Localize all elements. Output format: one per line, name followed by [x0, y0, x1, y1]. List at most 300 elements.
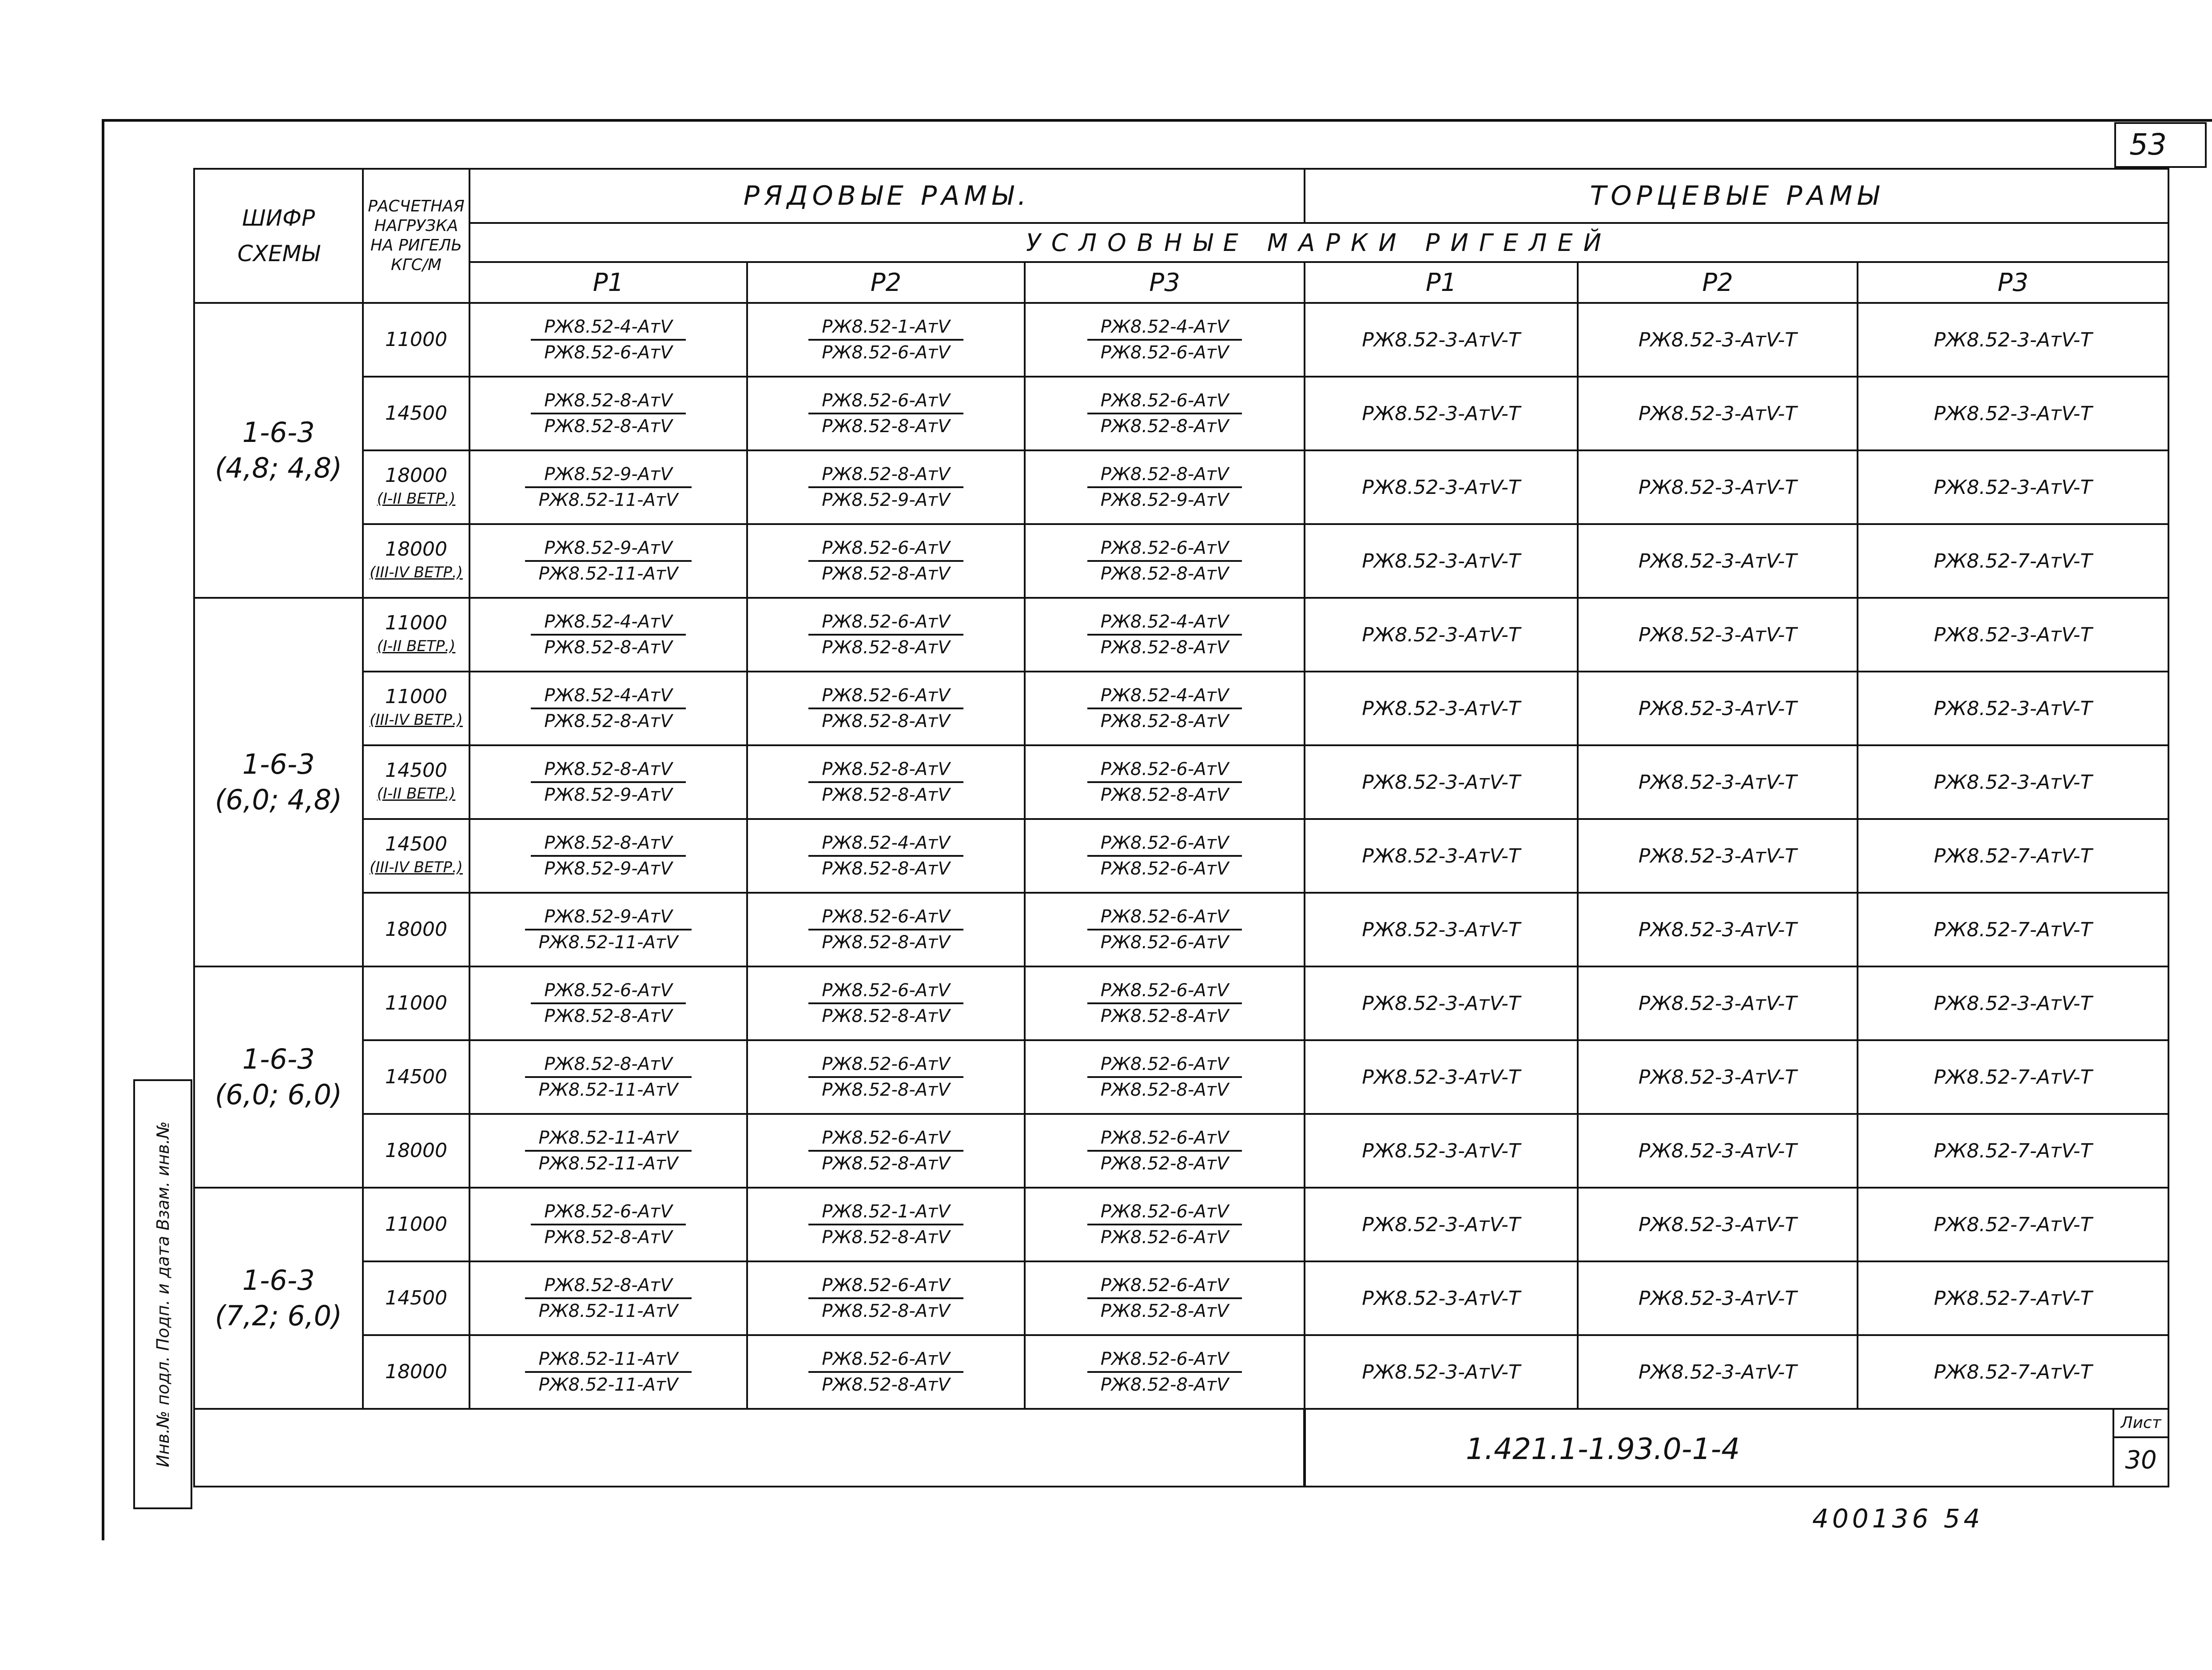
row-frame-r1-cell [469, 1114, 747, 1188]
rigel-mark-top: РЖ8.52-6-АтV [1087, 758, 1242, 783]
end-frame-t2-cell: РЖ8.52-3-АтV-Т [1578, 966, 1858, 1040]
row-frame-r3-cell [1025, 893, 1305, 966]
rigel-mark-bottom: РЖ8.52-8-АтV [1100, 564, 1229, 584]
doc-code: 1.421.1-1.93.0-1-4 [1466, 1432, 1740, 1466]
rigel-mark-bottom: РЖ8.52-8-АтV [822, 1153, 950, 1174]
rigel-mark-fraction [525, 1127, 691, 1175]
load-cell [363, 1040, 469, 1114]
rigel-mark-fraction [808, 832, 963, 880]
page-number: 53 [2129, 127, 2167, 162]
rigel-mark-fraction [1087, 1348, 1242, 1396]
load-value: 14500 [385, 833, 447, 855]
rigel-mark-top: РЖ8.52-4-АтV [531, 316, 686, 341]
rigel-mark-top: РЖ8.52-6-АтV [808, 1053, 963, 1078]
rigel-mark-top: РЖ8.52-6-АтV [808, 611, 963, 636]
row-frame-r2-cell [747, 1261, 1025, 1335]
rigel-mark-top: РЖ8.52-6-АтV [531, 1201, 686, 1225]
rigel-mark-fraction [525, 463, 691, 511]
column-header-row [194, 262, 2168, 303]
rigel-mark-top: РЖ8.52-4-АтV [531, 684, 686, 709]
row-frame-r2-cell [747, 893, 1025, 966]
column-header-row-p2: Р2 [747, 262, 1025, 303]
load-cell [363, 672, 469, 745]
load-value: 14500 [385, 1287, 447, 1309]
row-frame-r1-cell [469, 893, 747, 966]
scheme-cell [194, 966, 363, 1188]
rigel-mark-bottom: РЖ8.52-11-АтV [538, 1153, 678, 1174]
load-value: 18000 [385, 538, 447, 561]
end-frame-t1-cell: РЖ8.52-3-АтV-Т [1305, 524, 1578, 598]
load-value: 14500 [385, 402, 447, 425]
column-header-row-p3: Р3 [1025, 262, 1305, 303]
scheme-code: 1-6-3 [242, 1264, 315, 1296]
footer-code: 400136 54 [1812, 1503, 1984, 1534]
end-frame-t1-cell: РЖ8.52-3-АтV-Т [1305, 819, 1578, 893]
load-cell [363, 303, 469, 377]
table-row [194, 1188, 2168, 1261]
wind-region: (I-II ВЕТР.) [377, 637, 456, 655]
rigel-mark-bottom: РЖ8.52-11-АтV [538, 932, 678, 953]
load-value: 14500 [385, 1066, 447, 1088]
end-frame-t1-cell: РЖ8.52-3-АтV-Т [1305, 1188, 1578, 1261]
table-row [194, 745, 2168, 819]
rigel-mark-fraction [808, 1127, 963, 1175]
rigel-mark-bottom: РЖ8.52-9-АтV [1100, 490, 1229, 510]
rigel-mark-bottom: РЖ8.52-6-АтV [822, 342, 950, 363]
table-row [194, 1335, 2168, 1409]
rigel-mark-bottom: РЖ8.52-11-АтV [538, 1375, 678, 1395]
rigel-mark-top: РЖ8.52-4-АтV [531, 611, 686, 636]
load-value: 11000 [385, 328, 447, 351]
rigel-mark-fraction [1087, 684, 1242, 732]
rigel-mark-top: РЖ8.52-6-АтV [531, 979, 686, 1004]
rigel-mark-fraction [1087, 390, 1242, 437]
rigel-mark-fraction [525, 1274, 691, 1322]
load-cell [363, 966, 469, 1040]
rigel-mark-bottom: РЖ8.52-8-АтV [822, 711, 950, 732]
rigel-mark-top: РЖ8.52-6-АтV [1087, 1274, 1242, 1299]
rigel-mark-fraction [1087, 1127, 1242, 1175]
footer-empty-cell [194, 1409, 1305, 1487]
row-frame-r1-cell [469, 377, 747, 450]
row-frame-r1-cell [469, 745, 747, 819]
rigel-mark-top: РЖ8.52-8-АтV [808, 758, 963, 783]
scheme-cell [194, 303, 363, 598]
end-frame-t2-cell: РЖ8.52-3-АтV-Т [1578, 672, 1858, 745]
row-frame-r2-cell [747, 598, 1025, 672]
side-stamp-text: Инв.№ подл. Подп. и дата Взам. инв.№ [153, 1121, 173, 1467]
row-frame-r1-cell [469, 598, 747, 672]
rigel-mark-bottom: РЖ8.52-6-АтV [544, 342, 672, 363]
scheme-code: 1-6-3 [242, 1043, 315, 1075]
row-frame-r3-cell [1025, 524, 1305, 598]
header-conditional-marks: УСЛОВНЫЕ МАРКИ РИГЕЛЕЙ [469, 223, 2168, 262]
load-cell [363, 450, 469, 524]
end-frame-t3-cell: РЖ8.52-3-АтV-Т [1858, 966, 2168, 1040]
end-frame-t1-cell: РЖ8.52-3-АтV-Т [1305, 303, 1578, 377]
load-cell [363, 745, 469, 819]
table-row [194, 1261, 2168, 1335]
scheme-cell [194, 598, 363, 966]
rigel-mark-top: РЖ8.52-1-АтV [808, 1201, 963, 1225]
row-frame-r3-cell [1025, 819, 1305, 893]
rigel-mark-bottom: РЖ8.52-11-АтV [538, 1301, 678, 1321]
rigel-mark-bottom: РЖ8.52-8-АтV [822, 785, 950, 805]
row-frame-r3-cell [1025, 450, 1305, 524]
rigel-mark-top: РЖ8.52-6-АтV [1087, 832, 1242, 857]
rigel-mark-bottom: РЖ8.52-8-АтV [822, 1080, 950, 1100]
row-frame-r2-cell [747, 1040, 1025, 1114]
column-header-end-p1: Р1 [1305, 262, 1578, 303]
row-frame-r2-cell [747, 1114, 1025, 1188]
row-frame-r2-cell [747, 1335, 1025, 1409]
wind-region: (I-II ВЕТР.) [377, 490, 456, 508]
end-frame-t3-cell: РЖ8.52-7-АтV-Т [1858, 1335, 2168, 1409]
rigel-marks-table [193, 168, 2169, 1487]
rigel-mark-fraction [808, 390, 963, 437]
wind-region: (III-IV ВЕТР.) [370, 711, 463, 729]
load-cell [363, 1335, 469, 1409]
row-frame-r2-cell [747, 672, 1025, 745]
rigel-mark-top: РЖ8.52-8-АтV [531, 758, 686, 783]
row-frame-r1-cell [469, 1188, 747, 1261]
rigel-mark-fraction [531, 611, 686, 659]
rigel-mark-bottom: РЖ8.52-8-АтV [1100, 1153, 1229, 1174]
end-frame-t2-cell: РЖ8.52-3-АтV-Т [1578, 524, 1858, 598]
end-frame-t1-cell: РЖ8.52-3-АтV-Т [1305, 1040, 1578, 1114]
rigel-mark-top: РЖ8.52-6-АтV [808, 1127, 963, 1152]
rigel-mark-fraction [808, 1274, 963, 1322]
table-row [194, 819, 2168, 893]
end-frame-t2-cell: РЖ8.52-3-АтV-Т [1578, 598, 1858, 672]
header-row-frames: РЯДОВЫЕ РАМЫ. [469, 169, 1305, 223]
end-frame-t3-cell: РЖ8.52-7-АтV-Т [1858, 1261, 2168, 1335]
header-scheme: ШИФР СХЕМЫ [194, 169, 363, 303]
rigel-mark-bottom: РЖ8.52-8-АтV [822, 1301, 950, 1321]
load-value: 18000 [385, 1360, 447, 1383]
table-row [194, 377, 2168, 450]
scheme-spans: (6,0; 4,8) [215, 783, 342, 816]
row-frame-r2-cell [747, 524, 1025, 598]
rigel-mark-fraction [531, 316, 686, 364]
table-row [194, 1114, 2168, 1188]
sheet-label: Лист [2114, 1410, 2168, 1438]
row-frame-r3-cell [1025, 598, 1305, 672]
rigel-mark-fraction [808, 316, 963, 364]
rigel-mark-fraction [808, 906, 963, 954]
rigel-mark-top: РЖ8.52-9-АтV [525, 906, 691, 930]
end-frame-t3-cell: РЖ8.52-3-АтV-Т [1858, 303, 2168, 377]
rigel-mark-fraction [525, 1053, 691, 1101]
row-frame-r3-cell [1025, 1188, 1305, 1261]
load-cell [363, 1114, 469, 1188]
column-header-end-p2: Р2 [1578, 262, 1858, 303]
row-frame-r1-cell [469, 1261, 747, 1335]
title-block [1305, 1409, 2168, 1487]
rigel-mark-top: РЖ8.52-11-АтV [525, 1127, 691, 1152]
end-frame-t2-cell: РЖ8.52-3-АтV-Т [1578, 303, 1858, 377]
rigel-mark-top: РЖ8.52-6-АтV [808, 537, 963, 562]
column-header-end-p3: Р3 [1858, 262, 2168, 303]
end-frame-t1-cell: РЖ8.52-3-АтV-Т [1305, 1335, 1578, 1409]
row-frame-r3-cell [1025, 966, 1305, 1040]
row-frame-r3-cell [1025, 1261, 1305, 1335]
rigel-mark-top: РЖ8.52-6-АтV [808, 684, 963, 709]
rigel-mark-fraction [525, 1348, 691, 1396]
load-cell [363, 819, 469, 893]
table-row [194, 450, 2168, 524]
end-frame-t2-cell: РЖ8.52-3-АтV-Т [1578, 1040, 1858, 1114]
rigel-mark-top: РЖ8.52-6-АтV [1087, 1201, 1242, 1225]
rigel-mark-top: РЖ8.52-6-АтV [1087, 1127, 1242, 1152]
rigel-mark-fraction [531, 1201, 686, 1249]
rigel-mark-top: РЖ8.52-6-АтV [1087, 390, 1242, 414]
end-frame-t2-cell: РЖ8.52-3-АтV-Т [1578, 745, 1858, 819]
rigel-mark-fraction [1087, 1053, 1242, 1101]
scheme-spans: (4,8; 4,8) [215, 452, 342, 484]
row-frame-r2-cell [747, 450, 1025, 524]
load-cell [363, 1188, 469, 1261]
end-frame-t2-cell: РЖ8.52-3-АтV-Т [1578, 1114, 1858, 1188]
rigel-mark-fraction [525, 537, 691, 585]
rigel-mark-fraction [531, 979, 686, 1027]
end-frame-t1-cell: РЖ8.52-3-АтV-Т [1305, 966, 1578, 1040]
side-approval-stamp [133, 1079, 192, 1509]
table-row [194, 1040, 2168, 1114]
row-frame-r1-cell [469, 303, 747, 377]
table-body [194, 303, 2168, 1409]
rigel-mark-bottom: РЖ8.52-6-АтV [1100, 932, 1229, 953]
wind-region: (III-IV ВЕТР.) [370, 859, 463, 876]
end-frame-t2-cell: РЖ8.52-3-АтV-Т [1578, 893, 1858, 966]
rigel-mark-top: РЖ8.52-8-АтV [525, 1274, 691, 1299]
load-value: 14500 [385, 759, 447, 782]
rigel-mark-top: РЖ8.52-6-АтV [808, 979, 963, 1004]
rigel-mark-top: РЖ8.52-9-АтV [525, 463, 691, 488]
end-frame-t1-cell: РЖ8.52-3-АтV-Т [1305, 1114, 1578, 1188]
end-frame-t3-cell: РЖ8.52-3-АтV-Т [1858, 672, 2168, 745]
end-frame-t1-cell: РЖ8.52-3-АтV-Т [1305, 598, 1578, 672]
header-load: РАСЧЕТНАЯ НАГРУЗКА НА РИГЕЛЬ КГС/М [363, 169, 469, 303]
rigel-mark-bottom: РЖ8.52-8-АтV [1100, 785, 1229, 805]
load-cell [363, 377, 469, 450]
column-header-row-p1: Р1 [469, 262, 747, 303]
rigel-mark-top: РЖ8.52-8-АтV [531, 832, 686, 857]
row-frame-r1-cell [469, 1040, 747, 1114]
load-cell [363, 598, 469, 672]
load-value: 11000 [385, 1213, 447, 1236]
end-frame-t3-cell: РЖ8.52-7-АтV-Т [1858, 524, 2168, 598]
end-frame-t1-cell: РЖ8.52-3-АтV-Т [1305, 672, 1578, 745]
end-frame-t1-cell: РЖ8.52-3-АтV-Т [1305, 377, 1578, 450]
rigel-mark-bottom: РЖ8.52-8-АтV [822, 564, 950, 584]
rigel-mark-bottom: РЖ8.52-8-АтV [544, 416, 672, 437]
rigel-mark-top: РЖ8.52-8-АтV [808, 463, 963, 488]
load-value: 18000 [385, 1139, 447, 1162]
rigel-mark-fraction [1087, 316, 1242, 364]
rigel-mark-bottom: РЖ8.52-8-АтV [1100, 1080, 1229, 1100]
rigel-mark-fraction [1087, 979, 1242, 1027]
rigel-mark-fraction [1087, 758, 1242, 806]
table-row [194, 303, 2168, 377]
rigel-mark-top: РЖ8.52-6-АтV [808, 906, 963, 930]
rigel-mark-top: РЖ8.52-6-АтV [1087, 906, 1242, 930]
rigel-mark-top: РЖ8.52-6-АтV [1087, 1348, 1242, 1373]
header-end-frames: ТОРЦЕВЫЕ РАМЫ [1305, 169, 2168, 223]
rigel-mark-bottom: РЖ8.52-8-АтV [822, 637, 950, 658]
rigel-mark-top: РЖ8.52-8-АтV [1087, 463, 1242, 488]
rigel-mark-fraction [525, 906, 691, 954]
rigel-mark-bottom: РЖ8.52-8-АтV [544, 1227, 672, 1248]
page-number-box [2114, 122, 2207, 168]
rigel-mark-bottom: РЖ8.52-8-АтV [822, 416, 950, 437]
end-frame-t2-cell: РЖ8.52-3-АтV-Т [1578, 819, 1858, 893]
rigel-mark-top: РЖ8.52-4-АтV [808, 832, 963, 857]
rigel-mark-fraction [808, 1053, 963, 1101]
end-frame-t1-cell: РЖ8.52-3-АтV-Т [1305, 745, 1578, 819]
end-frame-t2-cell: РЖ8.52-3-АтV-Т [1578, 1261, 1858, 1335]
rigel-mark-bottom: РЖ8.52-8-АтV [822, 1227, 950, 1248]
rigel-mark-bottom: РЖ8.52-6-АтV [1100, 1227, 1229, 1248]
end-frame-t3-cell: РЖ8.52-7-АтV-Т [1858, 1114, 2168, 1188]
scheme-code: 1-6-3 [242, 416, 315, 449]
end-frame-t2-cell: РЖ8.52-3-АтV-Т [1578, 1335, 1858, 1409]
row-frame-r3-cell [1025, 745, 1305, 819]
row-frame-r2-cell [747, 966, 1025, 1040]
rigel-mark-bottom: РЖ8.52-9-АтV [544, 785, 672, 805]
end-frame-t2-cell: РЖ8.52-3-АтV-Т [1578, 450, 1858, 524]
load-value: 18000 [385, 464, 447, 487]
rigel-mark-top: РЖ8.52-6-АтV [808, 1348, 963, 1373]
load-cell [363, 893, 469, 966]
rigel-mark-fraction [1087, 906, 1242, 954]
row-frame-r3-cell [1025, 377, 1305, 450]
rigel-mark-top: РЖ8.52-4-АтV [1087, 611, 1242, 636]
rigel-mark-bottom: РЖ8.52-8-АтV [544, 711, 672, 732]
rigel-mark-top: РЖ8.52-8-АтV [531, 390, 686, 414]
rigel-mark-top: РЖ8.52-6-АтV [808, 1274, 963, 1299]
rigel-mark-fraction [1087, 832, 1242, 880]
rigel-mark-fraction [808, 1348, 963, 1396]
row-frame-r1-cell [469, 672, 747, 745]
rigel-mark-top: РЖ8.52-9-АтV [525, 537, 691, 562]
rigel-mark-bottom: РЖ8.52-8-АтV [1100, 711, 1229, 732]
table-row [194, 966, 2168, 1040]
rigel-mark-top: РЖ8.52-4-АтV [1087, 316, 1242, 341]
row-frame-r1-cell [469, 1335, 747, 1409]
row-frame-r1-cell [469, 819, 747, 893]
row-frame-r3-cell [1025, 1335, 1305, 1409]
row-frame-r1-cell [469, 524, 747, 598]
row-frame-r2-cell [747, 819, 1025, 893]
rigel-mark-bottom: РЖ8.52-11-АтV [538, 564, 678, 584]
rigel-mark-bottom: РЖ8.52-8-АтV [822, 1375, 950, 1395]
frame-top-line [104, 119, 2212, 122]
rigel-mark-bottom: РЖ8.52-11-АтV [538, 1080, 678, 1100]
load-cell [363, 524, 469, 598]
end-frame-t3-cell: РЖ8.52-3-АтV-Т [1858, 745, 2168, 819]
end-frame-t2-cell: РЖ8.52-3-АтV-Т [1578, 377, 1858, 450]
rigel-mark-top: РЖ8.52-1-АтV [808, 316, 963, 341]
rigel-mark-bottom: РЖ8.52-6-АтV [1100, 342, 1229, 363]
scheme-code: 1-6-3 [242, 748, 315, 780]
rigel-mark-fraction [808, 979, 963, 1027]
row-frame-r3-cell [1025, 1040, 1305, 1114]
rigel-mark-bottom: РЖ8.52-8-АтV [822, 1006, 950, 1026]
rigel-mark-top: РЖ8.52-6-АтV [1087, 537, 1242, 562]
rigel-mark-bottom: РЖ8.52-6-АтV [1100, 859, 1229, 879]
rigel-mark-top: РЖ8.52-11-АтV [525, 1348, 691, 1373]
rigel-mark-bottom: РЖ8.52-9-АтV [822, 490, 950, 510]
end-frame-t3-cell: РЖ8.52-7-АтV-Т [1858, 1040, 2168, 1114]
rigel-mark-fraction [1087, 611, 1242, 659]
rigel-mark-fraction [531, 832, 686, 880]
row-frame-r3-cell [1025, 672, 1305, 745]
row-frame-r3-cell [1025, 303, 1305, 377]
end-frame-t1-cell: РЖ8.52-3-АтV-Т [1305, 450, 1578, 524]
table-row [194, 672, 2168, 745]
rigel-mark-top: РЖ8.52-6-АтV [1087, 1053, 1242, 1078]
row-frame-r2-cell [747, 745, 1025, 819]
rigel-mark-fraction [1087, 463, 1242, 511]
rigel-mark-bottom: РЖ8.52-8-АтV [544, 637, 672, 658]
rigel-mark-fraction [808, 611, 963, 659]
scheme-spans: (7,2; 6,0) [215, 1300, 342, 1332]
rigel-mark-bottom: РЖ8.52-8-АтV [1100, 1301, 1229, 1321]
rigel-mark-fraction [808, 1201, 963, 1249]
load-value: 11000 [385, 612, 447, 634]
row-frame-r2-cell [747, 303, 1025, 377]
rigel-mark-fraction [1087, 1201, 1242, 1249]
scheme-spans: (6,0; 6,0) [215, 1078, 342, 1111]
row-frame-r1-cell [469, 966, 747, 1040]
rigel-mark-fraction [808, 463, 963, 511]
rigel-mark-bottom: РЖ8.52-8-АтV [822, 932, 950, 953]
end-frame-t3-cell: РЖ8.52-7-АтV-Т [1858, 819, 2168, 893]
sheet-number: 30 [2125, 1446, 2157, 1475]
rigel-mark-bottom: РЖ8.52-8-АтV [1100, 416, 1229, 437]
rigel-mark-top: РЖ8.52-6-АтV [808, 390, 963, 414]
load-value: 11000 [385, 685, 447, 708]
row-frame-r1-cell [469, 450, 747, 524]
rigel-mark-fraction [1087, 1274, 1242, 1322]
end-frame-t1-cell: РЖ8.52-3-АтV-Т [1305, 1261, 1578, 1335]
load-value: 11000 [385, 992, 447, 1014]
rigel-mark-bottom: РЖ8.52-8-АтV [1100, 1006, 1229, 1026]
end-frame-t3-cell: РЖ8.52-3-АтV-Т [1858, 450, 2168, 524]
end-frame-t3-cell: РЖ8.52-7-АтV-Т [1858, 893, 2168, 966]
scheme-cell [194, 1188, 363, 1409]
rigel-mark-fraction [531, 684, 686, 732]
rigel-mark-bottom: РЖ8.52-8-АтV [1100, 637, 1229, 658]
rigel-mark-top: РЖ8.52-8-АтV [525, 1053, 691, 1078]
end-frame-t3-cell: РЖ8.52-3-АтV-Т [1858, 598, 2168, 672]
rigel-mark-top: РЖ8.52-4-АтV [1087, 684, 1242, 709]
end-frame-t2-cell: РЖ8.52-3-АтV-Т [1578, 1188, 1858, 1261]
rigel-mark-fraction [1087, 537, 1242, 585]
table-row [194, 524, 2168, 598]
rigel-mark-fraction [808, 684, 963, 732]
rigel-mark-bottom: РЖ8.52-8-АтV [544, 1006, 672, 1026]
load-cell [363, 1261, 469, 1335]
rigel-mark-bottom: РЖ8.52-9-АтV [544, 859, 672, 879]
row-frame-r3-cell [1025, 1114, 1305, 1188]
wind-region: (III-IV ВЕТР.) [370, 564, 463, 581]
frame-left-line [102, 119, 104, 1540]
rigel-mark-fraction [531, 390, 686, 437]
end-frame-t3-cell: РЖ8.52-7-АтV-Т [1858, 1188, 2168, 1261]
row-frame-r2-cell [747, 1188, 1025, 1261]
